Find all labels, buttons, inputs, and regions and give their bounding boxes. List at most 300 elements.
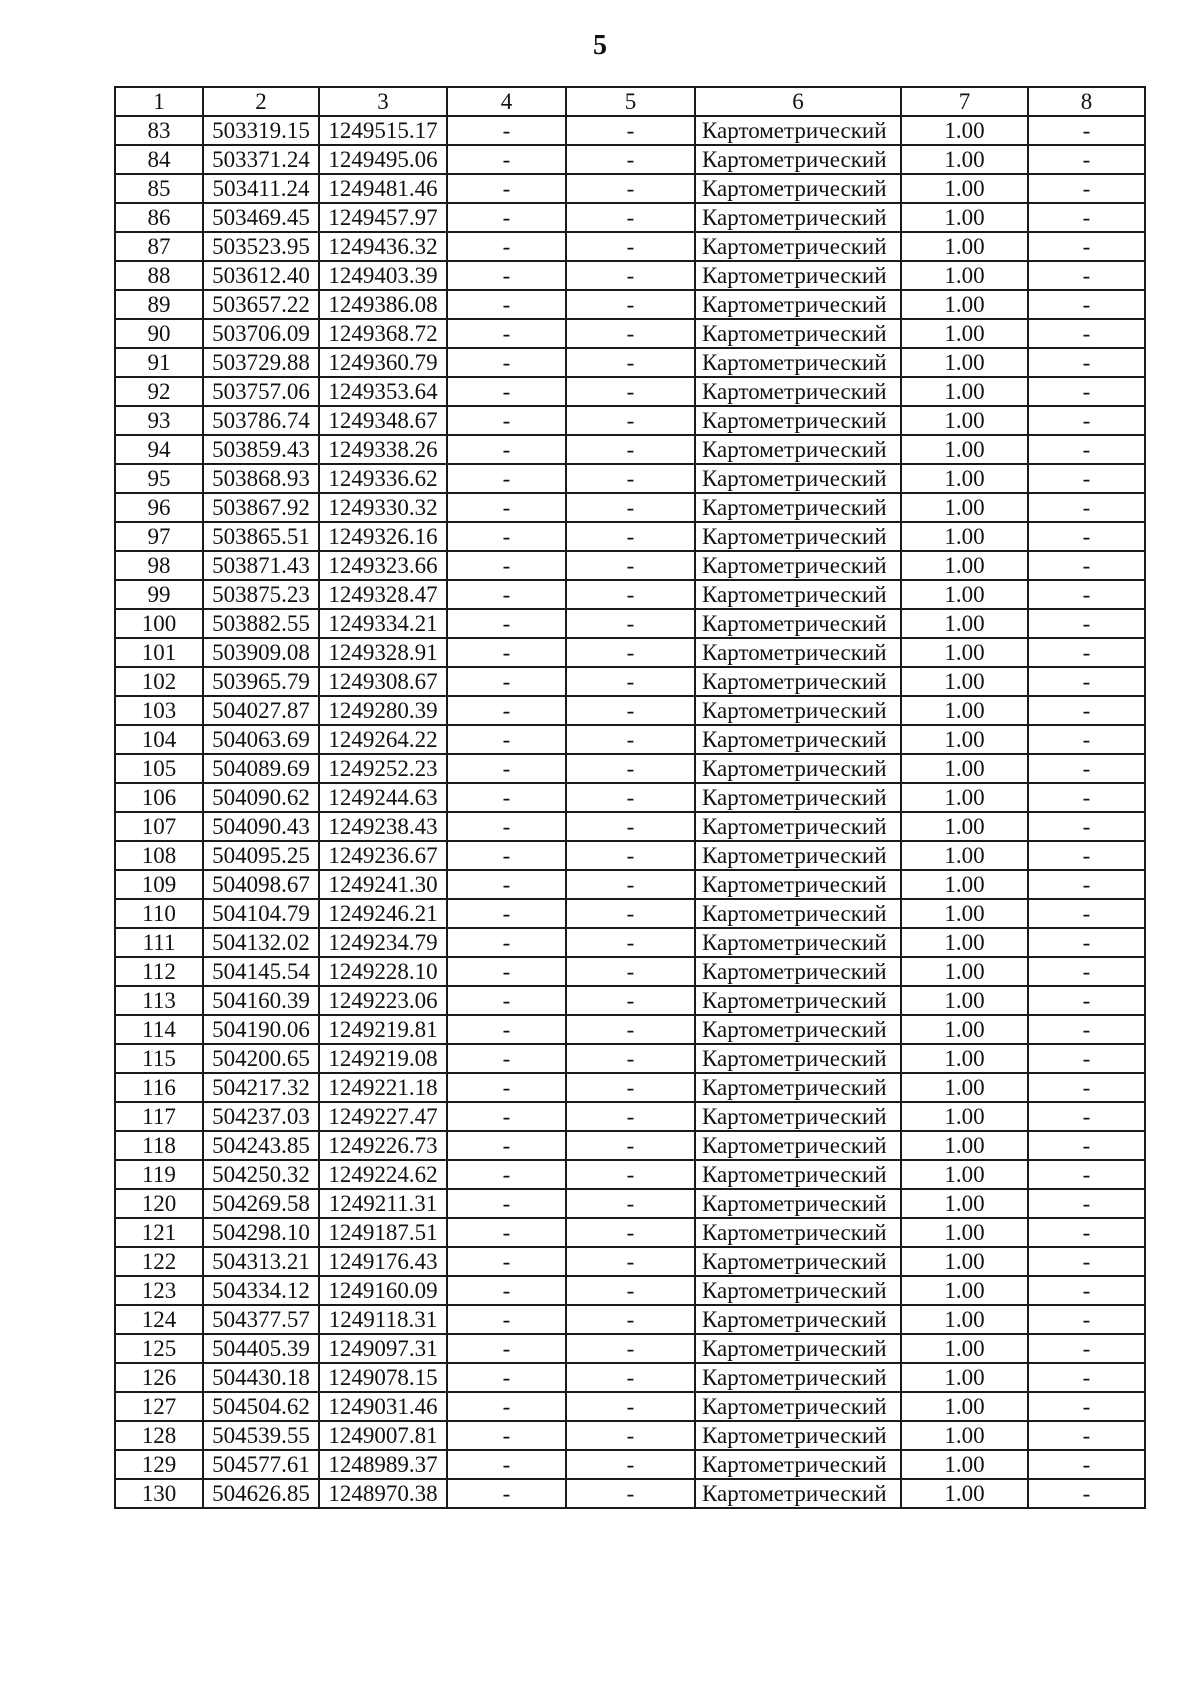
point-number-cell: 112 bbox=[115, 957, 203, 986]
accuracy-cell: 1.00 bbox=[901, 1363, 1028, 1392]
column-header-7: 7 bbox=[901, 87, 1028, 116]
col-8-cell: - bbox=[1028, 493, 1145, 522]
col-8-cell: - bbox=[1028, 870, 1145, 899]
col-8-cell: - bbox=[1028, 174, 1145, 203]
accuracy-cell: 1.00 bbox=[901, 841, 1028, 870]
x-coordinate-cell: 504160.39 bbox=[203, 986, 319, 1015]
table-row bbox=[115, 638, 1145, 667]
x-coordinate-cell: 503371.24 bbox=[203, 145, 319, 174]
method-cell: Картометрический bbox=[695, 232, 901, 261]
col-4-cell: - bbox=[447, 348, 566, 377]
accuracy-cell: 1.00 bbox=[901, 1015, 1028, 1044]
col-4-cell: - bbox=[447, 464, 566, 493]
col-8-cell: - bbox=[1028, 899, 1145, 928]
col-4-cell: - bbox=[447, 986, 566, 1015]
col-8-cell: - bbox=[1028, 377, 1145, 406]
y-coordinate-cell: 1249348.67 bbox=[319, 406, 447, 435]
col-8-cell: - bbox=[1028, 551, 1145, 580]
point-number-cell: 97 bbox=[115, 522, 203, 551]
col-5-cell: - bbox=[566, 812, 695, 841]
y-coordinate-cell: 1249219.81 bbox=[319, 1015, 447, 1044]
col-8-cell: - bbox=[1028, 1247, 1145, 1276]
accuracy-cell: 1.00 bbox=[901, 493, 1028, 522]
col-5-cell: - bbox=[566, 319, 695, 348]
col-8-cell: - bbox=[1028, 406, 1145, 435]
col-4-cell: - bbox=[447, 290, 566, 319]
accuracy-cell: 1.00 bbox=[901, 1479, 1028, 1508]
table-row bbox=[115, 1131, 1145, 1160]
point-number-cell: 127 bbox=[115, 1392, 203, 1421]
method-cell: Картометрический bbox=[695, 1044, 901, 1073]
col-8-cell: - bbox=[1028, 841, 1145, 870]
column-header-5: 5 bbox=[566, 87, 695, 116]
y-coordinate-cell: 1249328.91 bbox=[319, 638, 447, 667]
method-cell: Картометрический bbox=[695, 319, 901, 348]
x-coordinate-cell: 504577.61 bbox=[203, 1450, 319, 1479]
table-row bbox=[115, 1073, 1145, 1102]
method-cell: Картометрический bbox=[695, 580, 901, 609]
point-number-cell: 106 bbox=[115, 783, 203, 812]
point-number-cell: 108 bbox=[115, 841, 203, 870]
point-number-cell: 86 bbox=[115, 203, 203, 232]
col-8-cell: - bbox=[1028, 464, 1145, 493]
point-number-cell: 101 bbox=[115, 638, 203, 667]
accuracy-cell: 1.00 bbox=[901, 899, 1028, 928]
col-4-cell: - bbox=[447, 638, 566, 667]
col-5-cell: - bbox=[566, 145, 695, 174]
method-cell: Картометрический bbox=[695, 435, 901, 464]
x-coordinate-cell: 503786.74 bbox=[203, 406, 319, 435]
accuracy-cell: 1.00 bbox=[901, 986, 1028, 1015]
col-8-cell: - bbox=[1028, 290, 1145, 319]
col-5-cell: - bbox=[566, 899, 695, 928]
col-5-cell: - bbox=[566, 464, 695, 493]
table-row bbox=[115, 203, 1145, 232]
y-coordinate-cell: 1249244.63 bbox=[319, 783, 447, 812]
accuracy-cell: 1.00 bbox=[901, 116, 1028, 145]
col-5-cell: - bbox=[566, 377, 695, 406]
x-coordinate-cell: 504334.12 bbox=[203, 1276, 319, 1305]
y-coordinate-cell: 1249223.06 bbox=[319, 986, 447, 1015]
x-coordinate-cell: 504250.32 bbox=[203, 1160, 319, 1189]
col-4-cell: - bbox=[447, 580, 566, 609]
accuracy-cell: 1.00 bbox=[901, 464, 1028, 493]
y-coordinate-cell: 1249481.46 bbox=[319, 174, 447, 203]
method-cell: Картометрический bbox=[695, 928, 901, 957]
col-8-cell: - bbox=[1028, 754, 1145, 783]
point-number-cell: 120 bbox=[115, 1189, 203, 1218]
y-coordinate-cell: 1249031.46 bbox=[319, 1392, 447, 1421]
col-5-cell: - bbox=[566, 348, 695, 377]
col-8-cell: - bbox=[1028, 1160, 1145, 1189]
point-number-cell: 113 bbox=[115, 986, 203, 1015]
table-row bbox=[115, 1160, 1145, 1189]
table-row bbox=[115, 609, 1145, 638]
y-coordinate-cell: 1249495.06 bbox=[319, 145, 447, 174]
x-coordinate-cell: 504132.02 bbox=[203, 928, 319, 957]
method-cell: Картометрический bbox=[695, 1276, 901, 1305]
col-4-cell: - bbox=[447, 1247, 566, 1276]
accuracy-cell: 1.00 bbox=[901, 1160, 1028, 1189]
method-cell: Картометрический bbox=[695, 1305, 901, 1334]
col-4-cell: - bbox=[447, 1015, 566, 1044]
table-row bbox=[115, 841, 1145, 870]
col-8-cell: - bbox=[1028, 1450, 1145, 1479]
method-cell: Картометрический bbox=[695, 464, 901, 493]
accuracy-cell: 1.00 bbox=[901, 377, 1028, 406]
x-coordinate-cell: 503657.22 bbox=[203, 290, 319, 319]
point-number-cell: 109 bbox=[115, 870, 203, 899]
col-4-cell: - bbox=[447, 435, 566, 464]
x-coordinate-cell: 504298.10 bbox=[203, 1218, 319, 1247]
point-number-cell: 130 bbox=[115, 1479, 203, 1508]
table-row bbox=[115, 1479, 1145, 1508]
x-coordinate-cell: 503882.55 bbox=[203, 609, 319, 638]
column-header-1: 1 bbox=[115, 87, 203, 116]
col-5-cell: - bbox=[566, 1276, 695, 1305]
col-5-cell: - bbox=[566, 116, 695, 145]
x-coordinate-cell: 503875.23 bbox=[203, 580, 319, 609]
y-coordinate-cell: 1249007.81 bbox=[319, 1421, 447, 1450]
x-coordinate-cell: 504089.69 bbox=[203, 754, 319, 783]
method-cell: Картометрический bbox=[695, 667, 901, 696]
x-coordinate-cell: 504095.25 bbox=[203, 841, 319, 870]
col-4-cell: - bbox=[447, 725, 566, 754]
x-coordinate-cell: 503865.51 bbox=[203, 522, 319, 551]
y-coordinate-cell: 1249368.72 bbox=[319, 319, 447, 348]
table-header bbox=[115, 87, 1145, 116]
point-number-cell: 124 bbox=[115, 1305, 203, 1334]
table-row bbox=[115, 899, 1145, 928]
y-coordinate-cell: 1249246.21 bbox=[319, 899, 447, 928]
accuracy-cell: 1.00 bbox=[901, 1276, 1028, 1305]
accuracy-cell: 1.00 bbox=[901, 174, 1028, 203]
col-8-cell: - bbox=[1028, 957, 1145, 986]
table-row bbox=[115, 116, 1145, 145]
col-4-cell: - bbox=[447, 696, 566, 725]
col-8-cell: - bbox=[1028, 116, 1145, 145]
method-cell: Картометрический bbox=[695, 1334, 901, 1363]
method-cell: Картометрический bbox=[695, 812, 901, 841]
y-coordinate-cell: 1249353.64 bbox=[319, 377, 447, 406]
point-number-cell: 94 bbox=[115, 435, 203, 464]
x-coordinate-cell: 503868.93 bbox=[203, 464, 319, 493]
col-8-cell: - bbox=[1028, 1131, 1145, 1160]
y-coordinate-cell: 1249160.09 bbox=[319, 1276, 447, 1305]
table-row bbox=[115, 1392, 1145, 1421]
col-5-cell: - bbox=[566, 1363, 695, 1392]
col-4-cell: - bbox=[447, 203, 566, 232]
table-body bbox=[115, 116, 1145, 1508]
col-5-cell: - bbox=[566, 1450, 695, 1479]
col-8-cell: - bbox=[1028, 667, 1145, 696]
table-row bbox=[115, 725, 1145, 754]
col-4-cell: - bbox=[447, 1421, 566, 1450]
col-4-cell: - bbox=[447, 232, 566, 261]
col-4-cell: - bbox=[447, 1450, 566, 1479]
point-number-cell: 111 bbox=[115, 928, 203, 957]
y-coordinate-cell: 1249360.79 bbox=[319, 348, 447, 377]
col-5-cell: - bbox=[566, 1421, 695, 1450]
x-coordinate-cell: 504090.43 bbox=[203, 812, 319, 841]
method-cell: Картометрический bbox=[695, 1247, 901, 1276]
table-row bbox=[115, 754, 1145, 783]
table-row bbox=[115, 1102, 1145, 1131]
y-coordinate-cell: 1249097.31 bbox=[319, 1334, 447, 1363]
table-row bbox=[115, 1247, 1145, 1276]
col-4-cell: - bbox=[447, 1363, 566, 1392]
method-cell: Картометрический bbox=[695, 1131, 901, 1160]
col-8-cell: - bbox=[1028, 986, 1145, 1015]
col-5-cell: - bbox=[566, 1044, 695, 1073]
x-coordinate-cell: 504104.79 bbox=[203, 899, 319, 928]
col-8-cell: - bbox=[1028, 783, 1145, 812]
col-8-cell: - bbox=[1028, 812, 1145, 841]
accuracy-cell: 1.00 bbox=[901, 348, 1028, 377]
accuracy-cell: 1.00 bbox=[901, 928, 1028, 957]
accuracy-cell: 1.00 bbox=[901, 551, 1028, 580]
table-row bbox=[115, 145, 1145, 174]
x-coordinate-cell: 504098.67 bbox=[203, 870, 319, 899]
col-8-cell: - bbox=[1028, 609, 1145, 638]
x-coordinate-cell: 504504.62 bbox=[203, 1392, 319, 1421]
point-number-cell: 110 bbox=[115, 899, 203, 928]
col-4-cell: - bbox=[447, 1334, 566, 1363]
method-cell: Картометрический bbox=[695, 1189, 901, 1218]
point-number-cell: 89 bbox=[115, 290, 203, 319]
accuracy-cell: 1.00 bbox=[901, 667, 1028, 696]
method-cell: Картометрический bbox=[695, 1218, 901, 1247]
point-number-cell: 107 bbox=[115, 812, 203, 841]
accuracy-cell: 1.00 bbox=[901, 1044, 1028, 1073]
accuracy-cell: 1.00 bbox=[901, 1247, 1028, 1276]
col-5-cell: - bbox=[566, 957, 695, 986]
col-5-cell: - bbox=[566, 232, 695, 261]
point-number-cell: 85 bbox=[115, 174, 203, 203]
accuracy-cell: 1.00 bbox=[901, 1334, 1028, 1363]
point-number-cell: 92 bbox=[115, 377, 203, 406]
col-4-cell: - bbox=[447, 870, 566, 899]
table-row bbox=[115, 377, 1145, 406]
accuracy-cell: 1.00 bbox=[901, 406, 1028, 435]
x-coordinate-cell: 503909.08 bbox=[203, 638, 319, 667]
y-coordinate-cell: 1249238.43 bbox=[319, 812, 447, 841]
method-cell: Картометрический bbox=[695, 145, 901, 174]
point-number-cell: 119 bbox=[115, 1160, 203, 1189]
table-row bbox=[115, 812, 1145, 841]
method-cell: Картометрический bbox=[695, 870, 901, 899]
table-row bbox=[115, 1218, 1145, 1247]
col-4-cell: - bbox=[447, 928, 566, 957]
x-coordinate-cell: 504200.65 bbox=[203, 1044, 319, 1073]
col-4-cell: - bbox=[447, 1189, 566, 1218]
table-row bbox=[115, 580, 1145, 609]
col-5-cell: - bbox=[566, 986, 695, 1015]
accuracy-cell: 1.00 bbox=[901, 435, 1028, 464]
col-5-cell: - bbox=[566, 783, 695, 812]
col-5-cell: - bbox=[566, 667, 695, 696]
point-number-cell: 118 bbox=[115, 1131, 203, 1160]
accuracy-cell: 1.00 bbox=[901, 1073, 1028, 1102]
point-number-cell: 87 bbox=[115, 232, 203, 261]
x-coordinate-cell: 503411.24 bbox=[203, 174, 319, 203]
y-coordinate-cell: 1249234.79 bbox=[319, 928, 447, 957]
col-8-cell: - bbox=[1028, 203, 1145, 232]
point-number-cell: 96 bbox=[115, 493, 203, 522]
col-5-cell: - bbox=[566, 580, 695, 609]
x-coordinate-cell: 503523.95 bbox=[203, 232, 319, 261]
y-coordinate-cell: 1249219.08 bbox=[319, 1044, 447, 1073]
col-5-cell: - bbox=[566, 841, 695, 870]
point-number-cell: 93 bbox=[115, 406, 203, 435]
table-row bbox=[115, 1363, 1145, 1392]
point-number-cell: 129 bbox=[115, 1450, 203, 1479]
method-cell: Картометрический bbox=[695, 841, 901, 870]
table-row bbox=[115, 1421, 1145, 1450]
col-5-cell: - bbox=[566, 435, 695, 464]
y-coordinate-cell: 1249187.51 bbox=[319, 1218, 447, 1247]
col-8-cell: - bbox=[1028, 725, 1145, 754]
x-coordinate-cell: 503867.92 bbox=[203, 493, 319, 522]
col-8-cell: - bbox=[1028, 1421, 1145, 1450]
point-number-cell: 125 bbox=[115, 1334, 203, 1363]
col-5-cell: - bbox=[566, 725, 695, 754]
coordinates-table bbox=[114, 86, 1146, 1509]
table-row bbox=[115, 261, 1145, 290]
col-4-cell: - bbox=[447, 1218, 566, 1247]
col-4-cell: - bbox=[447, 174, 566, 203]
col-4-cell: - bbox=[447, 841, 566, 870]
accuracy-cell: 1.00 bbox=[901, 1131, 1028, 1160]
col-5-cell: - bbox=[566, 290, 695, 319]
method-cell: Картометрический bbox=[695, 522, 901, 551]
y-coordinate-cell: 1249457.97 bbox=[319, 203, 447, 232]
accuracy-cell: 1.00 bbox=[901, 145, 1028, 174]
col-4-cell: - bbox=[447, 1160, 566, 1189]
column-header-4: 4 bbox=[447, 87, 566, 116]
col-5-cell: - bbox=[566, 870, 695, 899]
accuracy-cell: 1.00 bbox=[901, 580, 1028, 609]
table-row bbox=[115, 1015, 1145, 1044]
col-4-cell: - bbox=[447, 899, 566, 928]
col-8-cell: - bbox=[1028, 696, 1145, 725]
y-coordinate-cell: 1249221.18 bbox=[319, 1073, 447, 1102]
point-number-cell: 90 bbox=[115, 319, 203, 348]
accuracy-cell: 1.00 bbox=[901, 609, 1028, 638]
col-8-cell: - bbox=[1028, 145, 1145, 174]
y-coordinate-cell: 1249515.17 bbox=[319, 116, 447, 145]
point-number-cell: 84 bbox=[115, 145, 203, 174]
col-4-cell: - bbox=[447, 754, 566, 783]
method-cell: Картометрический bbox=[695, 406, 901, 435]
col-5-cell: - bbox=[566, 1131, 695, 1160]
table-row bbox=[115, 522, 1145, 551]
method-cell: Картометрический bbox=[695, 783, 901, 812]
accuracy-cell: 1.00 bbox=[901, 696, 1028, 725]
table-row bbox=[115, 435, 1145, 464]
method-cell: Картометрический bbox=[695, 493, 901, 522]
method-cell: Картометрический bbox=[695, 1479, 901, 1508]
col-8-cell: - bbox=[1028, 1044, 1145, 1073]
x-coordinate-cell: 504430.18 bbox=[203, 1363, 319, 1392]
col-5-cell: - bbox=[566, 928, 695, 957]
table-row bbox=[115, 1305, 1145, 1334]
col-8-cell: - bbox=[1028, 1073, 1145, 1102]
x-coordinate-cell: 503319.15 bbox=[203, 116, 319, 145]
col-8-cell: - bbox=[1028, 319, 1145, 348]
col-8-cell: - bbox=[1028, 1334, 1145, 1363]
col-8-cell: - bbox=[1028, 348, 1145, 377]
col-4-cell: - bbox=[447, 1044, 566, 1073]
point-number-cell: 116 bbox=[115, 1073, 203, 1102]
point-number-cell: 91 bbox=[115, 348, 203, 377]
method-cell: Картометрический bbox=[695, 261, 901, 290]
x-coordinate-cell: 504145.54 bbox=[203, 957, 319, 986]
method-cell: Картометрический bbox=[695, 116, 901, 145]
col-8-cell: - bbox=[1028, 1276, 1145, 1305]
col-5-cell: - bbox=[566, 696, 695, 725]
accuracy-cell: 1.00 bbox=[901, 290, 1028, 319]
method-cell: Картометрический bbox=[695, 986, 901, 1015]
point-number-cell: 123 bbox=[115, 1276, 203, 1305]
col-8-cell: - bbox=[1028, 1015, 1145, 1044]
col-4-cell: - bbox=[447, 493, 566, 522]
table-row bbox=[115, 551, 1145, 580]
col-5-cell: - bbox=[566, 406, 695, 435]
col-4-cell: - bbox=[447, 1073, 566, 1102]
col-5-cell: - bbox=[566, 1334, 695, 1363]
col-5-cell: - bbox=[566, 522, 695, 551]
col-4-cell: - bbox=[447, 1305, 566, 1334]
point-number-cell: 128 bbox=[115, 1421, 203, 1450]
accuracy-cell: 1.00 bbox=[901, 957, 1028, 986]
col-8-cell: - bbox=[1028, 1189, 1145, 1218]
accuracy-cell: 1.00 bbox=[901, 319, 1028, 348]
accuracy-cell: 1.00 bbox=[901, 1450, 1028, 1479]
y-coordinate-cell: 1249236.67 bbox=[319, 841, 447, 870]
col-4-cell: - bbox=[447, 319, 566, 348]
y-coordinate-cell: 1249078.15 bbox=[319, 1363, 447, 1392]
point-number-cell: 102 bbox=[115, 667, 203, 696]
col-5-cell: - bbox=[566, 1102, 695, 1131]
y-coordinate-cell: 1249308.67 bbox=[319, 667, 447, 696]
table-row bbox=[115, 667, 1145, 696]
method-cell: Картометрический bbox=[695, 754, 901, 783]
x-coordinate-cell: 504405.39 bbox=[203, 1334, 319, 1363]
col-4-cell: - bbox=[447, 1479, 566, 1508]
col-4-cell: - bbox=[447, 551, 566, 580]
col-4-cell: - bbox=[447, 1276, 566, 1305]
col-8-cell: - bbox=[1028, 1218, 1145, 1247]
x-coordinate-cell: 504539.55 bbox=[203, 1421, 319, 1450]
col-5-cell: - bbox=[566, 493, 695, 522]
x-coordinate-cell: 503757.06 bbox=[203, 377, 319, 406]
y-coordinate-cell: 1248989.37 bbox=[319, 1450, 447, 1479]
table-row bbox=[115, 957, 1145, 986]
point-number-cell: 121 bbox=[115, 1218, 203, 1247]
col-5-cell: - bbox=[566, 1247, 695, 1276]
method-cell: Картометрический bbox=[695, 1450, 901, 1479]
y-coordinate-cell: 1249228.10 bbox=[319, 957, 447, 986]
method-cell: Картометрический bbox=[695, 638, 901, 667]
method-cell: Картометрический bbox=[695, 696, 901, 725]
accuracy-cell: 1.00 bbox=[901, 725, 1028, 754]
accuracy-cell: 1.00 bbox=[901, 638, 1028, 667]
col-5-cell: - bbox=[566, 1015, 695, 1044]
method-cell: Картометрический bbox=[695, 609, 901, 638]
y-coordinate-cell: 1249330.32 bbox=[319, 493, 447, 522]
col-5-cell: - bbox=[566, 203, 695, 232]
